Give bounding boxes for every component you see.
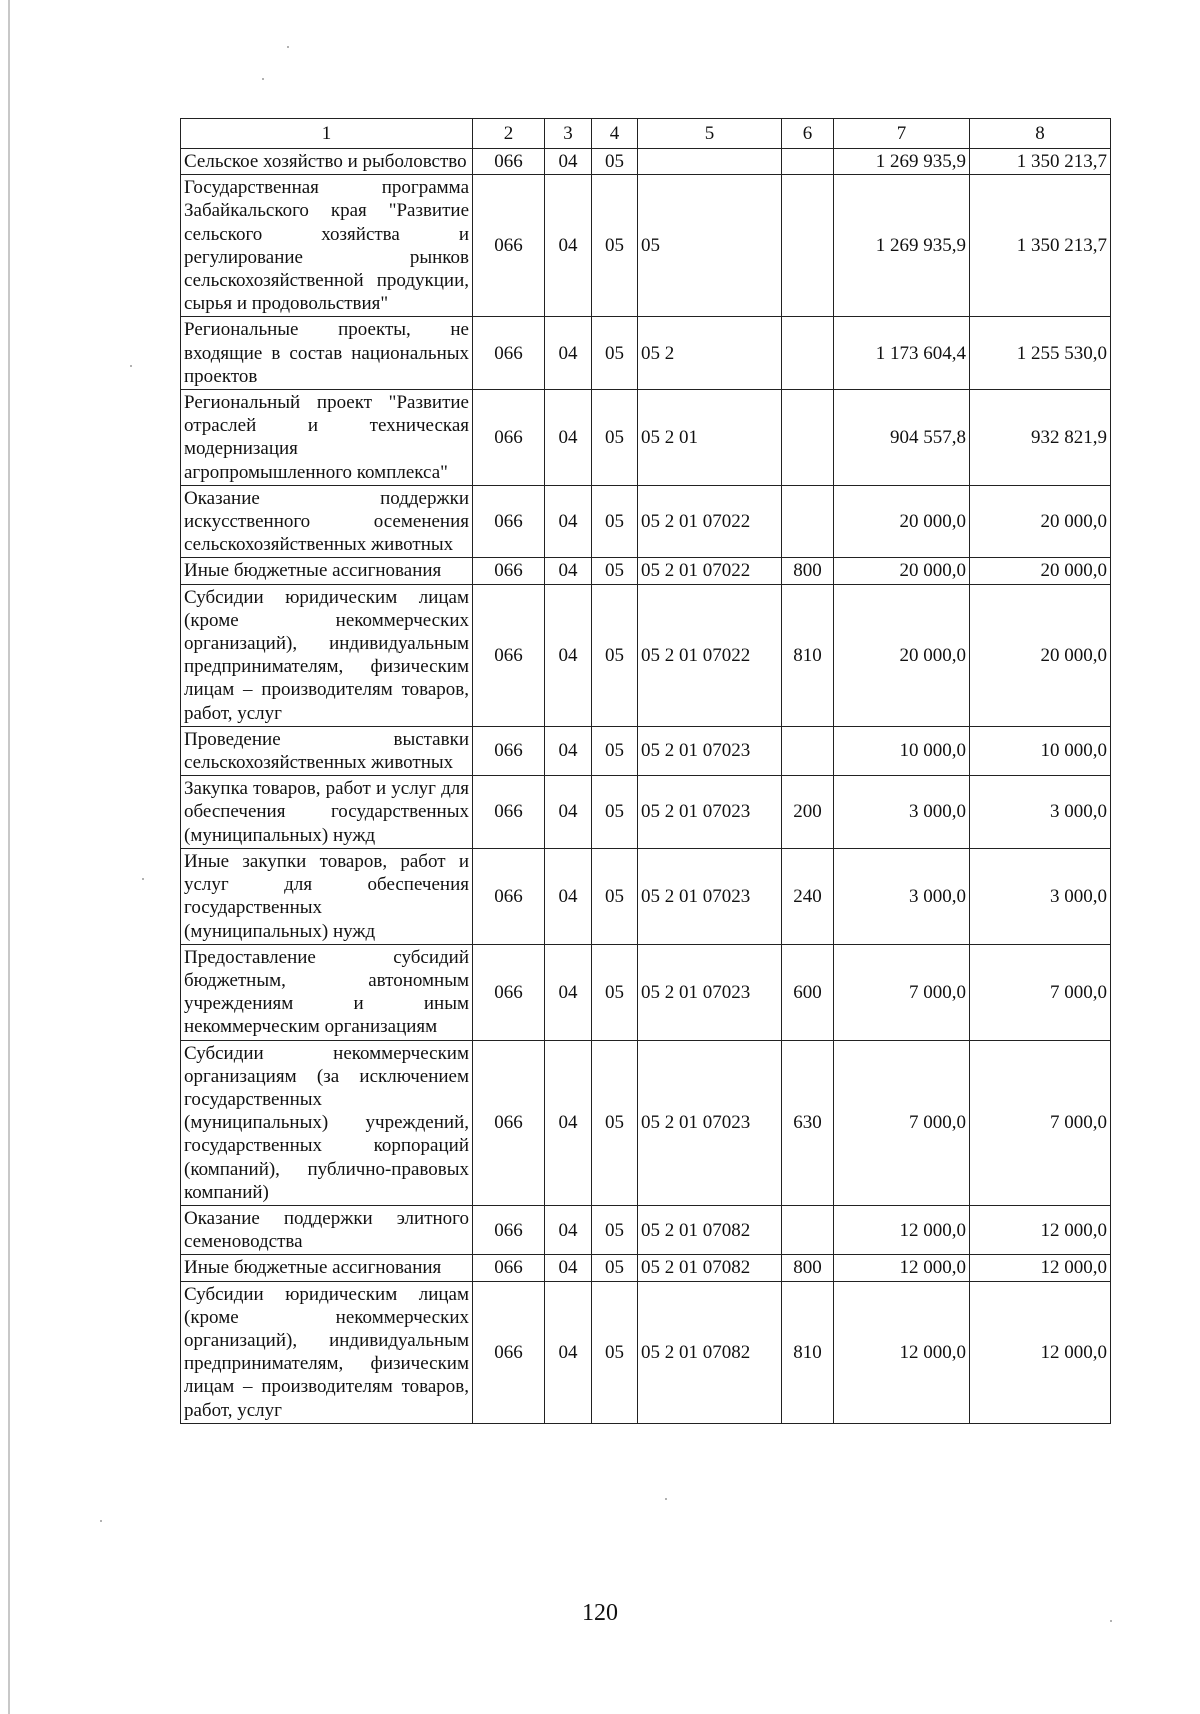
row-description: Субсидии юридическим лицам (кроме некоммерческих организаций), индивидуальным предпринимателям, физическим лицам – производителям товаров, работ, услуг xyxy=(181,584,473,726)
row-description: Государственная программа Забайкальского края "Развитие сельского хозяйства и регулирование рынков сельскохозяйственной продукции, сырья и продовольствия" xyxy=(181,175,473,317)
cell-col-8: 7 000,0 xyxy=(970,944,1111,1040)
cell-col-2: 066 xyxy=(473,175,545,317)
cell-col-8: 1 255 530,0 xyxy=(970,317,1111,390)
cell-col-4: 05 xyxy=(592,1255,638,1281)
budget-table xyxy=(180,118,1111,1424)
table-body xyxy=(181,149,1111,1424)
cell-col-8: 3 000,0 xyxy=(970,848,1111,944)
cell-col-7: 1 269 935,9 xyxy=(834,149,970,175)
cell-col-4: 05 xyxy=(592,848,638,944)
page-number: 120 xyxy=(582,1600,618,1626)
header-row xyxy=(181,119,1111,149)
cell-col-2: 066 xyxy=(473,726,545,775)
table-row xyxy=(181,1205,1111,1254)
cell-col-7: 904 557,8 xyxy=(834,390,970,486)
cell-col-7: 12 000,0 xyxy=(834,1281,970,1423)
table-row xyxy=(181,1255,1111,1281)
cell-col-6: 810 xyxy=(782,584,834,726)
cell-col-3: 04 xyxy=(545,485,592,558)
cell-col-7: 20 000,0 xyxy=(834,485,970,558)
cell-col-7: 10 000,0 xyxy=(834,726,970,775)
cell-col-2: 066 xyxy=(473,1205,545,1254)
table-row xyxy=(181,848,1111,944)
cell-col-5: 05 2 01 07022 xyxy=(638,558,782,584)
cell-col-5 xyxy=(638,149,782,175)
row-description: Оказание поддержки элитного семеноводства xyxy=(181,1205,473,1254)
cell-col-3: 04 xyxy=(545,848,592,944)
cell-col-5: 05 2 01 07082 xyxy=(638,1205,782,1254)
cell-col-8: 12 000,0 xyxy=(970,1205,1111,1254)
table-row xyxy=(181,1281,1111,1423)
cell-col-7: 1 269 935,9 xyxy=(834,175,970,317)
cell-col-3: 04 xyxy=(545,1281,592,1423)
scan-speck xyxy=(130,365,132,367)
cell-col-5: 05 2 01 07023 xyxy=(638,726,782,775)
cell-col-8: 3 000,0 xyxy=(970,776,1111,849)
cell-col-7: 12 000,0 xyxy=(834,1255,970,1281)
header-col-8: 8 xyxy=(970,119,1111,149)
cell-col-8: 20 000,0 xyxy=(970,485,1111,558)
cell-col-2: 066 xyxy=(473,558,545,584)
row-description: Проведение выставки сельскохозяйственных животных xyxy=(181,726,473,775)
cell-col-3: 04 xyxy=(545,1040,592,1205)
row-description: Региональный проект "Развитие отраслей и техническая модернизация агропромышленного комплекса" xyxy=(181,390,473,486)
table-row xyxy=(181,317,1111,390)
cell-col-5: 05 2 01 07022 xyxy=(638,485,782,558)
cell-col-6 xyxy=(782,390,834,486)
cell-col-6 xyxy=(782,175,834,317)
cell-col-3: 04 xyxy=(545,584,592,726)
cell-col-4: 05 xyxy=(592,149,638,175)
header-col-7: 7 xyxy=(834,119,970,149)
cell-col-2: 066 xyxy=(473,149,545,175)
row-description: Иные бюджетные ассигнования xyxy=(181,558,473,584)
cell-col-5: 05 2 xyxy=(638,317,782,390)
cell-col-3: 04 xyxy=(545,776,592,849)
cell-col-4: 05 xyxy=(592,584,638,726)
row-description: Субсидии некоммерческим организациям (за исключением государственных (муниципальных) учреждений, государственных корпораций (компаний), публично-правовых компаний) xyxy=(181,1040,473,1205)
header-col-6: 6 xyxy=(782,119,834,149)
cell-col-4: 05 xyxy=(592,944,638,1040)
cell-col-3: 04 xyxy=(545,175,592,317)
cell-col-8: 20 000,0 xyxy=(970,558,1111,584)
cell-col-2: 066 xyxy=(473,317,545,390)
cell-col-4: 05 xyxy=(592,317,638,390)
cell-col-2: 066 xyxy=(473,1281,545,1423)
header-col-2: 2 xyxy=(473,119,545,149)
table-row xyxy=(181,175,1111,317)
cell-col-5: 05 xyxy=(638,175,782,317)
cell-col-5: 05 2 01 07082 xyxy=(638,1255,782,1281)
cell-col-8: 20 000,0 xyxy=(970,584,1111,726)
cell-col-6 xyxy=(782,149,834,175)
cell-col-4: 05 xyxy=(592,776,638,849)
cell-col-6 xyxy=(782,726,834,775)
table-row xyxy=(181,485,1111,558)
cell-col-3: 04 xyxy=(545,1255,592,1281)
cell-col-4: 05 xyxy=(592,485,638,558)
cell-col-2: 066 xyxy=(473,390,545,486)
cell-col-7: 7 000,0 xyxy=(834,1040,970,1205)
cell-col-5: 05 2 01 xyxy=(638,390,782,486)
cell-col-4: 05 xyxy=(592,1040,638,1205)
cell-col-8: 12 000,0 xyxy=(970,1255,1111,1281)
row-description: Предоставление субсидий бюджетным, автономным учреждениям и иным некоммерческим организациям xyxy=(181,944,473,1040)
cell-col-6: 630 xyxy=(782,1040,834,1205)
row-description: Оказание поддержки искусственного осеменения сельскохозяйственных животных xyxy=(181,485,473,558)
scan-edge xyxy=(8,0,10,1714)
cell-col-4: 05 xyxy=(592,1205,638,1254)
cell-col-3: 04 xyxy=(545,558,592,584)
cell-col-5: 05 2 01 07022 xyxy=(638,584,782,726)
cell-col-4: 05 xyxy=(592,1281,638,1423)
cell-col-2: 066 xyxy=(473,776,545,849)
table-row xyxy=(181,149,1111,175)
scan-speck xyxy=(142,878,144,880)
table-row xyxy=(181,584,1111,726)
row-description: Иные закупки товаров, работ и услуг для обеспечения государственных (муниципальных) нужд xyxy=(181,848,473,944)
table-row xyxy=(181,1040,1111,1205)
cell-col-3: 04 xyxy=(545,944,592,1040)
cell-col-7: 1 173 604,4 xyxy=(834,317,970,390)
row-description: Сельское хозяйство и рыболовство xyxy=(181,149,473,175)
scan-speck xyxy=(262,78,264,80)
cell-col-5: 05 2 01 07023 xyxy=(638,944,782,1040)
cell-col-6 xyxy=(782,1205,834,1254)
cell-col-4: 05 xyxy=(592,558,638,584)
row-description: Иные бюджетные ассигнования xyxy=(181,1255,473,1281)
cell-col-8: 7 000,0 xyxy=(970,1040,1111,1205)
table-row xyxy=(181,390,1111,486)
cell-col-3: 04 xyxy=(545,390,592,486)
cell-col-3: 04 xyxy=(545,317,592,390)
cell-col-7: 20 000,0 xyxy=(834,584,970,726)
cell-col-6 xyxy=(782,317,834,390)
cell-col-5: 05 2 01 07023 xyxy=(638,848,782,944)
cell-col-6 xyxy=(782,485,834,558)
scan-speck xyxy=(1110,1620,1112,1622)
table-row xyxy=(181,726,1111,775)
cell-col-8: 932 821,9 xyxy=(970,390,1111,486)
header-col-4: 4 xyxy=(592,119,638,149)
table-row xyxy=(181,776,1111,849)
cell-col-6: 200 xyxy=(782,776,834,849)
cell-col-5: 05 2 01 07082 xyxy=(638,1281,782,1423)
cell-col-5: 05 2 01 07023 xyxy=(638,1040,782,1205)
cell-col-6: 240 xyxy=(782,848,834,944)
cell-col-2: 066 xyxy=(473,485,545,558)
cell-col-7: 3 000,0 xyxy=(834,848,970,944)
cell-col-6: 810 xyxy=(782,1281,834,1423)
cell-col-8: 1 350 213,7 xyxy=(970,149,1111,175)
header-col-1: 1 xyxy=(181,119,473,149)
cell-col-5: 05 2 01 07023 xyxy=(638,776,782,849)
cell-col-8: 12 000,0 xyxy=(970,1281,1111,1423)
cell-col-6: 600 xyxy=(782,944,834,1040)
scan-speck xyxy=(100,1520,102,1522)
cell-col-3: 04 xyxy=(545,726,592,775)
cell-col-2: 066 xyxy=(473,944,545,1040)
row-description: Региональные проекты, не входящие в состав национальных проектов xyxy=(181,317,473,390)
cell-col-2: 066 xyxy=(473,1255,545,1281)
cell-col-7: 3 000,0 xyxy=(834,776,970,849)
cell-col-2: 066 xyxy=(473,584,545,726)
cell-col-4: 05 xyxy=(592,175,638,317)
cell-col-7: 12 000,0 xyxy=(834,1205,970,1254)
cell-col-4: 05 xyxy=(592,390,638,486)
table-row xyxy=(181,944,1111,1040)
table-row xyxy=(181,558,1111,584)
row-description: Субсидии юридическим лицам (кроме некоммерческих организаций), индивидуальным предпринимателям, физическим лицам – производителям товаров, работ, услуг xyxy=(181,1281,473,1423)
header-col-3: 3 xyxy=(545,119,592,149)
cell-col-6: 800 xyxy=(782,1255,834,1281)
cell-col-2: 066 xyxy=(473,848,545,944)
cell-col-2: 066 xyxy=(473,1040,545,1205)
cell-col-8: 10 000,0 xyxy=(970,726,1111,775)
header-col-5: 5 xyxy=(638,119,782,149)
cell-col-7: 7 000,0 xyxy=(834,944,970,1040)
cell-col-7: 20 000,0 xyxy=(834,558,970,584)
cell-col-8: 1 350 213,7 xyxy=(970,175,1111,317)
cell-col-3: 04 xyxy=(545,149,592,175)
cell-col-4: 05 xyxy=(592,726,638,775)
scan-speck xyxy=(287,46,289,48)
cell-col-6: 800 xyxy=(782,558,834,584)
row-description: Закупка товаров, работ и услуг для обеспечения государственных (муниципальных) нужд xyxy=(181,776,473,849)
cell-col-3: 04 xyxy=(545,1205,592,1254)
scan-speck xyxy=(665,1498,667,1500)
